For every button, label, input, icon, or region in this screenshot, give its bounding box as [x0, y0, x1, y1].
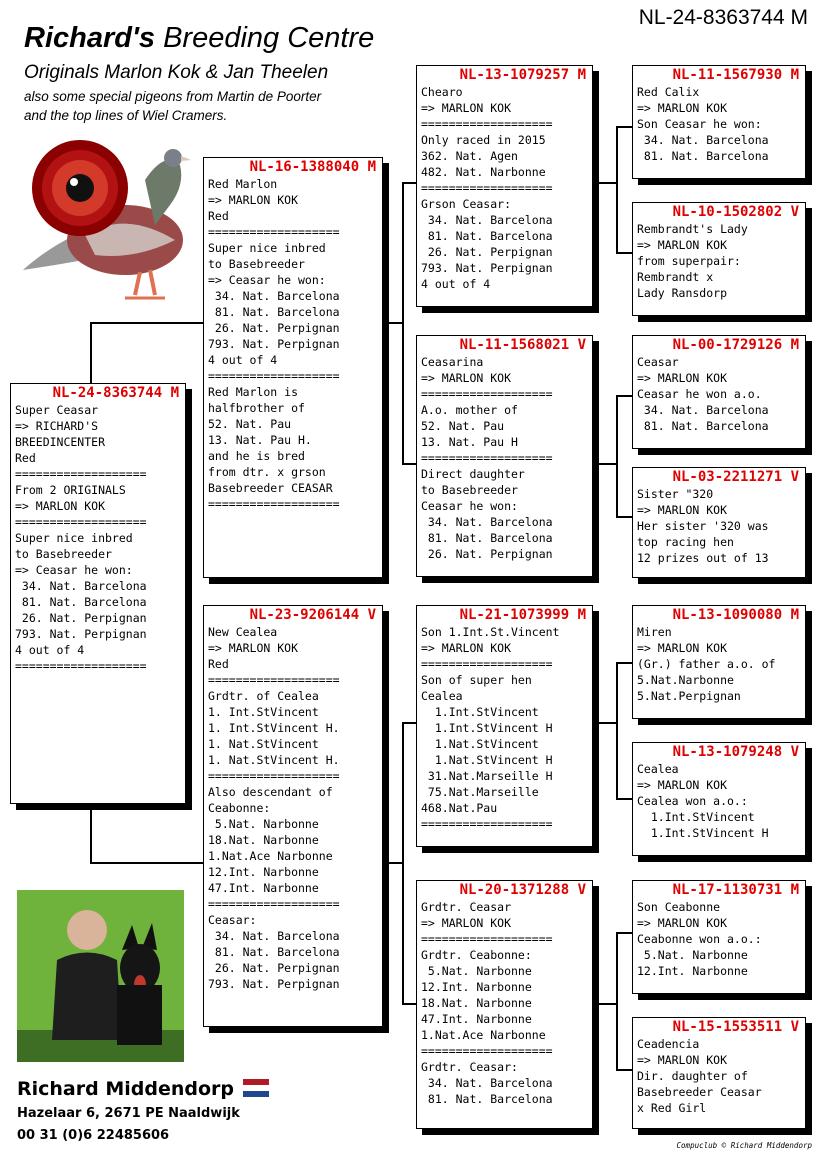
- pedigree-line: 81. Nat. Barcelona: [208, 945, 340, 959]
- brand-title: [24, 22, 374, 55]
- pedigree-text: [633, 899, 805, 979]
- pedigree-line: => MARLON KOK: [15, 499, 106, 513]
- ring-label: NL-11-1567930 M: [672, 67, 799, 83]
- ring-label: NL-10-1502802 V: [672, 204, 799, 220]
- pedigree-line: Son of super hen: [421, 673, 532, 687]
- pedigree-line: => MARLON KOK: [637, 778, 728, 792]
- pedigree-text: [417, 84, 592, 292]
- pedigree-line: Ceasar: [637, 355, 679, 369]
- brand-title-rest: Breeding Centre: [163, 22, 375, 54]
- pedigree-line: Grdtr. Ceasar:: [421, 1060, 518, 1074]
- pedigree-text: [633, 761, 805, 841]
- pedigree-line: Super nice inbred: [15, 531, 133, 545]
- ring-label: NL-21-1073999 M: [459, 607, 586, 623]
- pedigree-line: Also descendant of: [208, 785, 333, 799]
- owner-photo: [17, 890, 184, 1062]
- pedigree-line: => RICHARD'S: [15, 419, 99, 433]
- pedigree-line: ===================: [15, 659, 147, 673]
- pedigree-line: 34. Nat. Barcelona: [421, 515, 553, 529]
- pedigree-line: => MARLON KOK: [421, 101, 512, 115]
- pedigree-line: 4 out of 4: [15, 643, 85, 657]
- pedigree-line: Cealea: [421, 689, 463, 703]
- pedigree-line: 34. Nat. Barcelona: [637, 403, 769, 417]
- pedigree-box-mm: [416, 880, 593, 1129]
- pedigree-line: => MARLON KOK: [637, 101, 728, 115]
- pedigree-text: [633, 624, 805, 704]
- dutch-flag-icon: [243, 1079, 269, 1097]
- pedigree-line: 47.Int. Narbonne: [208, 881, 319, 895]
- owner-name: [17, 1078, 269, 1100]
- pedigree-line: ===================: [421, 181, 553, 195]
- ring-label: NL-13-1079257 M: [459, 67, 586, 83]
- pedigree-line: 12.Int. Narbonne: [421, 980, 532, 994]
- pedigree-line: 5.Nat.Narbonne: [637, 673, 734, 687]
- pedigree-text: [417, 354, 592, 562]
- pedigree-line: Ceadencia: [637, 1037, 700, 1051]
- pedigree-line: ===================: [421, 451, 553, 465]
- pedigree-line: 52. Nat. Pau: [421, 419, 505, 433]
- pedigree-box-ffm: [632, 202, 806, 316]
- pedigree-line: ===================: [208, 673, 340, 687]
- pedigree-line: 18.Nat. Narbonne: [208, 833, 319, 847]
- ring-label: NL-13-1090080 M: [672, 607, 799, 623]
- pedigree-box-subject: [10, 383, 186, 804]
- pedigree-text: [633, 84, 805, 164]
- pedigree-line: ===================: [421, 657, 553, 671]
- pedigree-box-fmm: [632, 467, 806, 578]
- pedigree-box-mf: [416, 605, 593, 847]
- pedigree-line: ===================: [208, 369, 340, 383]
- pedigree-line: 1.Nat.Ace Narbonne: [421, 1028, 546, 1042]
- owner-address: Hazelaar 6, 2671 PE Naaldwijk: [17, 1106, 240, 1121]
- pedigree-line: Son 1.Int.St.Vincent: [421, 625, 560, 639]
- pedigree-line: 75.Nat.Marseille: [421, 785, 539, 799]
- pedigree-line: 34. Nat. Barcelona: [421, 1076, 553, 1090]
- brand-note: [24, 87, 321, 125]
- pedigree-line: => MARLON KOK: [208, 193, 299, 207]
- pedigree-line: Rembrandt's Lady: [637, 222, 748, 236]
- pedigree-line: Ceasar he won:: [421, 499, 518, 513]
- pedigree-line: 13. Nat. Pau H: [421, 435, 518, 449]
- pedigree-line: Ceasar he won a.o.: [637, 387, 762, 401]
- pedigree-line: Grdtr. Ceasar: [421, 900, 512, 914]
- pedigree-line: 81. Nat. Barcelona: [637, 419, 769, 433]
- pedigree-line: 26. Nat. Perpignan: [421, 547, 553, 561]
- ring-label: NL-23-9206144 V: [249, 607, 376, 623]
- pedigree-box-mother: [203, 605, 383, 1027]
- pedigree-line: Super nice inbred: [208, 241, 326, 255]
- pedigree-text: [633, 221, 805, 301]
- pedigree-line: Ceasar:: [208, 913, 257, 927]
- pedigree-line: 81. Nat. Barcelona: [637, 149, 769, 163]
- pedigree-line: 482. Nat. Narbonne: [421, 165, 546, 179]
- pedigree-line: ===================: [421, 817, 553, 831]
- pedigree-line: => MARLON KOK: [637, 916, 728, 930]
- pedigree-line: 81. Nat. Barcelona: [421, 229, 553, 243]
- ring-label: NL-24-8363744 M: [52, 385, 179, 401]
- pedigree-line: 362. Nat. Agen: [421, 149, 518, 163]
- pedigree-line: Lady Ransdorp: [637, 286, 728, 300]
- pedigree-line: 793. Nat. Perpignan: [15, 627, 147, 641]
- pedigree-line: Red: [208, 209, 229, 223]
- pedigree-line: 5.Nat. Narbonne: [637, 948, 748, 962]
- pedigree-line: 12.Int. Narbonne: [208, 865, 319, 879]
- pedigree-line: 26. Nat. Perpignan: [208, 961, 340, 975]
- pedigree-text: [417, 624, 592, 832]
- pedigree-line: 81. Nat. Barcelona: [208, 305, 340, 319]
- pedigree-line: 81. Nat. Barcelona: [421, 1092, 553, 1106]
- pedigree-line: New Cealea: [208, 625, 278, 639]
- pedigree-line: Dir. daughter of: [637, 1069, 748, 1083]
- pedigree-line: 4 out of 4: [421, 277, 491, 291]
- pedigree-line: Son Ceasar he won:: [637, 117, 762, 131]
- ring-label: NL-20-1371288 V: [459, 882, 586, 898]
- pedigree-line: 5.Nat. Narbonne: [208, 817, 319, 831]
- pedigree-line: Red: [208, 657, 229, 671]
- pedigree-box-mmf: [632, 880, 806, 994]
- pedigree-box-fm: [416, 335, 593, 577]
- pedigree-line: ===================: [208, 897, 340, 911]
- pedigree-line: Direct daughter: [421, 467, 525, 481]
- pedigree-line: Super Ceasar: [15, 403, 99, 417]
- pedigree-line: Miren: [637, 625, 672, 639]
- pedigree-line: 1. Int.StVincent H.: [208, 721, 340, 735]
- pedigree-line: ===================: [208, 769, 340, 783]
- pedigree-text: [204, 176, 382, 512]
- ring-label: NL-16-1388040 M: [249, 159, 376, 175]
- pedigree-line: and he is bred: [208, 449, 305, 463]
- brand-title-bold: Richard's: [24, 22, 155, 54]
- pedigree-line: Basebreeder Ceasar: [637, 1085, 762, 1099]
- pedigree-line: 12.Int. Narbonne: [637, 964, 748, 978]
- pedigree-line: 47.Int. Narbonne: [421, 1012, 532, 1026]
- pedigree-line: => MARLON KOK: [637, 503, 728, 517]
- pedigree-line: 12 prizes out of 13: [637, 551, 769, 565]
- pedigree-line: Chearo: [421, 85, 463, 99]
- pedigree-line: ===================: [208, 225, 340, 239]
- pedigree-line: 1.Int.StVincent H: [637, 826, 769, 840]
- pedigree-line: 18.Nat. Narbonne: [421, 996, 532, 1010]
- pedigree-line: to Basebreeder: [421, 483, 518, 497]
- pigeon-image: [15, 130, 195, 310]
- pedigree-line: 793. Nat. Perpignan: [208, 337, 340, 351]
- pedigree-line: Red Marlon: [208, 177, 278, 191]
- pedigree-line: => MARLON KOK: [637, 238, 728, 252]
- pedigree-line: Basebreeder CEASAR: [208, 481, 333, 495]
- brand-note-line1: also some special pigeons from Martin de Poorter: [24, 89, 322, 104]
- pedigree-line: 793. Nat. Perpignan: [208, 977, 340, 991]
- pedigree-text: [11, 402, 185, 674]
- pedigree-line: => Ceasar he won:: [208, 273, 326, 287]
- ring-number-title: NL-24-8363744 M: [638, 6, 808, 29]
- pedigree-line: top racing hen: [637, 535, 734, 549]
- pedigree-line: from superpair:: [637, 254, 741, 268]
- pedigree-box-father: [203, 157, 383, 578]
- pedigree-line: 81. Nat. Barcelona: [15, 595, 147, 609]
- pedigree-line: ===================: [421, 387, 553, 401]
- pedigree-box-fmf: [632, 335, 806, 449]
- pedigree-line: ===================: [421, 117, 553, 131]
- pedigree-line: Ceabonne:: [208, 801, 271, 815]
- pedigree-line: 26. Nat. Perpignan: [421, 245, 553, 259]
- pedigree-line: Red Calix: [637, 85, 700, 99]
- pedigree-line: 1.Nat.StVincent: [421, 737, 539, 751]
- pedigree-line: 31.Nat.Marseille H: [421, 769, 553, 783]
- pedigree-line: 34. Nat. Barcelona: [15, 579, 147, 593]
- pedigree-line: 1. Nat.StVincent: [208, 737, 319, 751]
- pedigree-line: => MARLON KOK: [421, 371, 512, 385]
- pedigree-text: [417, 899, 592, 1107]
- pedigree-line: From 2 ORIGINALS: [15, 483, 126, 497]
- pedigree-line: Sister "320: [637, 487, 714, 501]
- pedigree-box-mmm: [632, 1017, 806, 1129]
- pedigree-line: 1.Nat.StVincent H: [421, 753, 553, 767]
- pedigree-line: BREEDINCENTER: [15, 435, 106, 449]
- pedigree-line: => Ceasar he won:: [15, 563, 133, 577]
- pedigree-line: to Basebreeder: [15, 547, 112, 561]
- pedigree-line: Ceasarina: [421, 355, 484, 369]
- pedigree-line: to Basebreeder: [208, 257, 305, 271]
- pedigree-line: 26. Nat. Perpignan: [208, 321, 340, 335]
- pedigree-line: 5.Nat.Perpignan: [637, 689, 741, 703]
- pedigree-text: [633, 1036, 805, 1116]
- pedigree-line: Grson Ceasar:: [421, 197, 512, 211]
- pedigree-line: A.o. mother of: [421, 403, 518, 417]
- ring-label: NL-03-2211271 V: [672, 469, 799, 485]
- pedigree-line: ===================: [421, 1044, 553, 1058]
- ring-label: NL-15-1553511 V: [672, 1019, 799, 1035]
- ring-label: NL-17-1130731 M: [672, 882, 799, 898]
- pedigree-line: 81. Nat. Barcelona: [421, 531, 553, 545]
- ring-label: NL-11-1568021 V: [459, 337, 586, 353]
- pedigree-line: 52. Nat. Pau: [208, 417, 292, 431]
- pedigree-line: => MARLON KOK: [637, 371, 728, 385]
- pedigree-box-fff: [632, 65, 806, 179]
- pedigree-line: Red Marlon is: [208, 385, 299, 399]
- pedigree-line: 34. Nat. Barcelona: [208, 289, 340, 303]
- pedigree-line: 468.Nat.Pau: [421, 801, 498, 815]
- pedigree-line: halfbrother of: [208, 401, 305, 415]
- pedigree-line: 34. Nat. Barcelona: [421, 213, 553, 227]
- pedigree-box-mfm: [632, 742, 806, 856]
- ring-label: NL-00-1729126 M: [672, 337, 799, 353]
- pedigree-line: Her sister '320 was: [637, 519, 769, 533]
- pedigree-line: Cealea won a.o.:: [637, 794, 748, 808]
- pedigree-line: 1.Nat.Ace Narbonne: [208, 849, 333, 863]
- pedigree-line: => MARLON KOK: [637, 1053, 728, 1067]
- pedigree-line: 1.Int.StVincent H: [421, 721, 553, 735]
- pedigree-line: Red: [15, 451, 36, 465]
- pedigree-line: 34. Nat. Barcelona: [637, 133, 769, 147]
- pedigree-line: 1.Int.StVincent: [421, 705, 539, 719]
- owner-name-text: Richard Middendorp: [17, 1078, 234, 1100]
- pedigree-line: x Red Girl: [637, 1101, 707, 1115]
- pedigree-box-ff: [416, 65, 593, 307]
- pedigree-line: Cealea: [637, 762, 679, 776]
- pedigree-box-mff: [632, 605, 806, 719]
- pedigree-line: from dtr. x grson: [208, 465, 326, 479]
- pedigree-line: 1. Int.StVincent: [208, 705, 319, 719]
- pedigree-line: => MARLON KOK: [208, 641, 299, 655]
- pedigree-line: (Gr.) father a.o. of: [637, 657, 776, 671]
- pedigree-line: ===================: [208, 497, 340, 511]
- pedigree-line: 793. Nat. Perpignan: [421, 261, 553, 275]
- pedigree-line: => MARLON KOK: [421, 641, 512, 655]
- pedigree-line: Rembrandt x: [637, 270, 714, 284]
- pedigree-line: => MARLON KOK: [421, 916, 512, 930]
- pedigree-line: 5.Nat. Narbonne: [421, 964, 532, 978]
- ring-label: NL-13-1079248 V: [672, 744, 799, 760]
- pedigree-line: Grdtr. Ceabonne:: [421, 948, 532, 962]
- footer-credit: Compuclub © Richard Middendorp: [676, 1141, 812, 1150]
- pedigree-line: Grdtr. of Cealea: [208, 689, 319, 703]
- pedigree-line: 4 out of 4: [208, 353, 278, 367]
- owner-phone: 00 31 (0)6 22485606: [17, 1128, 170, 1143]
- pedigree-line: => MARLON KOK: [637, 641, 728, 655]
- brand-subtitle: Originals Marlon Kok & Jan Theelen: [24, 62, 329, 83]
- pedigree-line: ===================: [15, 515, 147, 529]
- pedigree-line: 1. Nat.StVincent H.: [208, 753, 340, 767]
- pedigree-text: [633, 354, 805, 434]
- pedigree-line: ===================: [15, 467, 147, 481]
- pedigree-line: 1.Int.StVincent: [637, 810, 755, 824]
- pedigree-line: Only raced in 2015: [421, 133, 546, 147]
- pedigree-text: [633, 486, 805, 566]
- pedigree-line: 13. Nat. Pau H.: [208, 433, 312, 447]
- pedigree-line: 34. Nat. Barcelona: [208, 929, 340, 943]
- pedigree-line: Son Ceabonne: [637, 900, 721, 914]
- brand-note-line2: and the top lines of Wiel Cramers.: [24, 108, 228, 123]
- pedigree-line: ===================: [421, 932, 553, 946]
- pedigree-line: 26. Nat. Perpignan: [15, 611, 147, 625]
- pedigree-line: Ceabonne won a.o.:: [637, 932, 762, 946]
- pedigree-text: [204, 624, 382, 992]
